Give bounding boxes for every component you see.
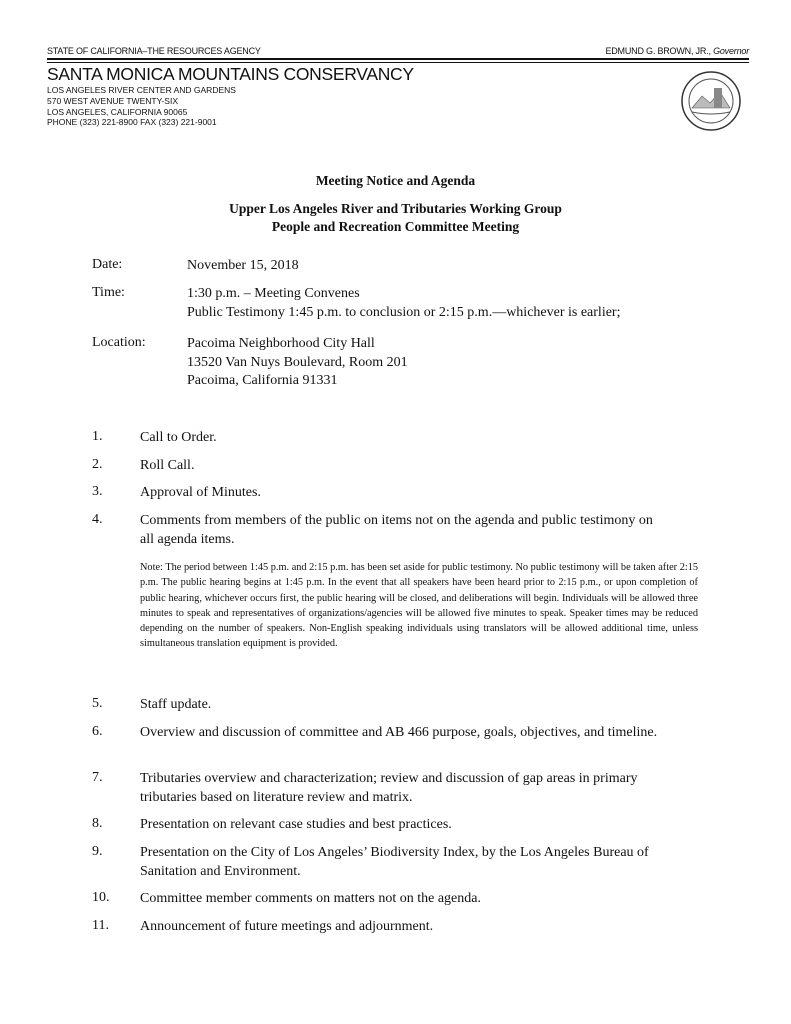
governor-title: Governor — [713, 46, 749, 56]
address-block — [47, 85, 236, 128]
committee-name: People and Recreation Committee Meeting — [271, 219, 520, 234]
agency-line: STATE OF CALIFORNIA–THE RESOURCES AGENCY — [47, 46, 261, 56]
organization-name: SANTA MONICA MOUNTAINS CONSERVANCY — [47, 64, 414, 84]
agenda-number: 1. — [92, 429, 103, 444]
agenda-item: Committee member comments on matters not on the agenda. — [140, 891, 481, 906]
public-testimony-note: Note: The period between 1:45 p.m. and 2:15 p.m. has been set aside for public testimony. No public testimony will be taken after 2:15 p.m. The public hearing begins at 1:45 p.m. In the event that all speakers have been heard prior to 2:15 p.m., or upon completion of public hearing, whichever occurs first, the public hearing will be closed, and deliberations will begin. Individuals will be allowed three minutes to speak and representatives of organizations/agencies will be allowed five minutes to speak. Speaker times may be reduced depending on the number of speakers. Non-English speaking individuals using translators will be allowed additional time, unless simultaneous translation equipment is provided. — [140, 562, 698, 650]
agenda-item: Presentation on the City of Los Angeles’ Biodiversity Index, by the Los Angeles Bureau of Sanitation and Environment. — [140, 845, 649, 879]
group-name: Upper Los Angeles River and Tributaries Working Group — [229, 201, 562, 216]
agenda-number: 7. — [92, 770, 103, 785]
agenda-number: 6. — [92, 724, 103, 739]
agenda-number: 2. — [92, 457, 103, 472]
agenda-item: Announcement of future meetings and adjournment. — [140, 919, 434, 934]
agenda-number: 5. — [92, 696, 103, 711]
date-label: Date: — [92, 257, 123, 272]
address-line: PHONE (323) 221-8900 FAX (323) 221-9001 — [47, 117, 217, 128]
agenda-item: Roll Call. — [140, 458, 195, 473]
agenda-number: 3. — [92, 484, 103, 499]
address-line: LOS ANGELES RIVER CENTER AND GARDENS — [47, 85, 236, 95]
agenda-item: Comments from members of the public on items not on the agenda and public testimony on all agenda items. — [140, 513, 653, 547]
agenda-number: 9. — [92, 844, 103, 859]
location-value — [187, 335, 408, 391]
location-label: Location: — [92, 335, 146, 350]
agenda-item: Call to Order. — [140, 430, 217, 445]
time-label: Time: — [92, 285, 125, 300]
header-rule — [47, 58, 749, 60]
agenda-item: Presentation on relevant case studies and best practices. — [140, 817, 452, 832]
address-line: LOS ANGELES, CALIFORNIA 90065 — [47, 106, 188, 117]
agenda-number: 10. — [92, 890, 110, 905]
agenda-number: 4. — [92, 512, 103, 527]
agenda-item: Staff update. — [140, 697, 212, 712]
time-line: Public Testimony 1:45 p.m. to conclusion or 2:15 p.m.—whichever is earlier; — [187, 304, 621, 320]
address-line: 570 WEST AVENUE TWENTY-SIX — [47, 95, 179, 106]
time-line: 1:30 p.m. – Meeting Convenes — [187, 286, 360, 301]
location-line: Pacoima, California 91331 — [187, 373, 338, 388]
document-title: Meeting Notice and Agenda — [315, 173, 476, 188]
agenda-item: Approval of Minutes. — [140, 485, 261, 500]
location-line: Pacoima Neighborhood City Hall — [187, 336, 375, 351]
agenda-number: 8. — [92, 816, 103, 831]
location-line: 13520 Van Nuys Boulevard, Room 201 — [187, 354, 408, 370]
agenda-number: 11. — [92, 918, 109, 933]
agenda-item: Overview and discussion of committee and AB 466 purpose, goals, objectives, and timeline. — [140, 725, 658, 740]
california-seal-icon — [680, 70, 742, 132]
time-value — [187, 285, 620, 322]
agenda-item: Tributaries overview and characterization; review and discussion of gap areas in primary tributaries based on literature review and matrix. — [140, 771, 638, 805]
governor-line — [605, 46, 749, 56]
date-value: November 15, 2018 — [187, 258, 299, 273]
governor-name: EDMUND G. BROWN, JR., — [605, 46, 711, 56]
header-rule-thin — [47, 62, 749, 63]
